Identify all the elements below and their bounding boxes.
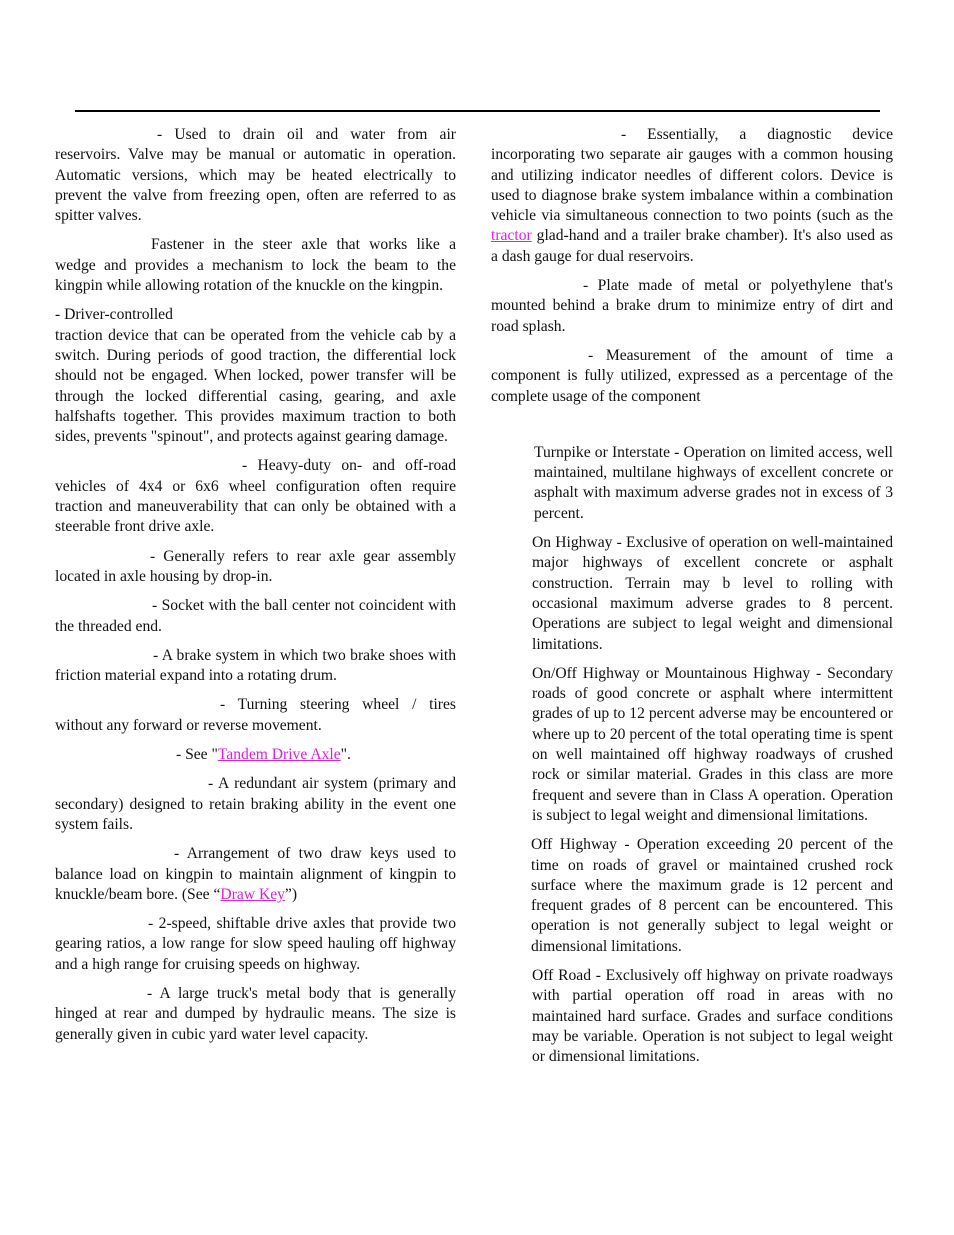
definition-text: - A brake system in which two brake shoes with friction material expand into a rotating drum.	[55, 646, 456, 685]
class-text: Turnpike or Interstate - Operation on limited access, well maintained, multilane highways of excellent concrete or asphalt with maximum adverse grades not in excess of 3 percent.	[534, 443, 893, 522]
definition-text: - Heavy-duty on- and off-road vehicles of 4x4 or 6x6 wheel configuration often require traction and maneuverability that can only be obtained with a steerable front drive axle.	[55, 457, 456, 536]
definition-text: - A large truck's metal body that is generally hinged at rear and dumped by hydraulic means. The size is generally given in cubic yard water level capacity.	[55, 984, 456, 1043]
definition-text: ".	[340, 746, 351, 764]
glossary-entry	[55, 774, 456, 835]
glossary-entry	[55, 596, 456, 637]
draw-key-link[interactable]: Draw Key	[220, 885, 285, 903]
definition-text: traction device that can be operated from the vehicle cab by a switch. During periods of good traction, the differential lock should not be engaged. When locked, power transfer will be through the locked differential casing, gearing, and axle halfshafts together. This provides maximum traction to both sides, prevents "spinout", and protects against gearing damage.	[55, 326, 456, 446]
glossary-entry	[55, 305, 456, 447]
vehicle-class-entry	[532, 966, 893, 1067]
glossary-entry	[491, 346, 893, 407]
glossary-entry	[55, 914, 456, 975]
class-text: Off Highway - Operation exceeding 20 percent of the time on roads of gravel or maintained crushed rock surface where the maximum grade is 12 percent and frequent grades of 8 percent can be encountered. This operation is not generally subject to legal weight or dimensional limitations.	[531, 836, 893, 955]
glossary-entry	[55, 235, 456, 296]
definition-text: - Turning steering wheel / tires without any forward or reverse movement.	[55, 696, 456, 734]
definition-text: Fastener in the steer axle that works like a wedge and provides a mechanism to lock the beam to the kingpin while allowing rotation of the knuckle on the kingpin.	[55, 236, 456, 295]
blank-heading-space	[491, 416, 893, 443]
glossary-entry	[55, 844, 456, 905]
vehicle-class-entry	[532, 533, 893, 655]
glossary-entry	[55, 125, 456, 226]
definition-text: - 2-speed, shiftable drive axles that provide two gearing ratios, a low range for slow speed hauling off highway and a high range for cruising speeds on highway.	[55, 915, 456, 973]
definition-text: - Plate made of metal or polyethylene that's mounted behind a brake drum to minimize entry of dirt and road splash.	[491, 277, 893, 335]
definition-text: glad-hand and a trailer brake chamber). It's also used as a dash gauge for dual reservoirs.	[491, 227, 893, 265]
header-rule	[75, 110, 880, 112]
definition-text: - See "	[176, 746, 218, 764]
tractor-link[interactable]: tractor	[491, 227, 532, 245]
glossary-entry	[55, 547, 456, 588]
vehicle-class-entry	[531, 835, 893, 957]
class-text: On/Off Highway or Mountainous Highway - Secondary roads of good concrete or asphalt where intermittent grades of up to 12 percent adverse may be encountered or where up to 20 percent of the total operating time is spent on well maintained off highway roadways of crushed rock or similar material. Grades in this class are more frequent and severe than in Class A operation. Operation is subject to legal weight and dimensional limitations.	[532, 664, 893, 824]
definition-text: - Arrangement of two draw keys used to balance load on kingpin to maintain alignment of kingpin to knuckle/beam bore. (See “	[55, 845, 456, 903]
right-column	[491, 125, 893, 1076]
tandem-drive-axle-link[interactable]: Tandem Drive Axle	[217, 746, 341, 764]
glossary-entry	[55, 695, 456, 736]
vehicle-class-entry	[534, 443, 893, 524]
glossary-entry	[55, 745, 456, 765]
left-column	[55, 125, 456, 1054]
glossary-entry	[55, 456, 456, 537]
class-text: Off Road - Exclusively off highway on private roadways with partial operation off road in areas with no maintained hard surface. Grades and surface conditions may be variable. Operation is not subject to legal weight or dimensional limitations.	[532, 966, 893, 1066]
definition-text: - Socket with the ball center not coincident with the threaded end.	[55, 597, 456, 635]
definition-text: - Generally refers to rear axle gear assembly located in axle housing by drop-in.	[55, 547, 456, 585]
definition-text: - Measurement of the amount of time a component is fully utilized, expressed as a percentage of the complete usage of the component	[491, 346, 893, 405]
definition-text: ”)	[284, 885, 298, 903]
vehicle-class-entry	[532, 664, 893, 826]
definition-text: - Used to drain oil and water from air reservoirs. Valve may be manual or automatic in operation. Automatic versions, which may be heated electrically to prevent the valve from freezing open, often are referred to as spitter valves.	[55, 126, 456, 225]
definition-text: - A redundant air system (primary and secondary) designed to retain braking ability in the event one system fails.	[55, 775, 456, 833]
glossary-entry	[491, 125, 893, 267]
class-text: On Highway - Exclusive of operation on well-maintained major highways of excellent concrete or asphalt construction. Terrain may b level to rolling with occasional maximum adverse grades to 8 percent. Operations are subject to legal weight and dimensional limitations.	[532, 534, 893, 653]
definition-text-first: - Driver-controlled	[55, 306, 173, 324]
glossary-entry	[55, 646, 456, 687]
glossary-entry	[55, 984, 456, 1045]
definition-text: - Essentially, a diagnostic device incorporating two separate air gauges with a common housing and utilizing indicator needles of different colors. Device is used to diagnose brake system imbalance within a combination vehicle via simultaneous connection to two points (such as the	[491, 126, 893, 225]
glossary-entry	[491, 276, 893, 337]
